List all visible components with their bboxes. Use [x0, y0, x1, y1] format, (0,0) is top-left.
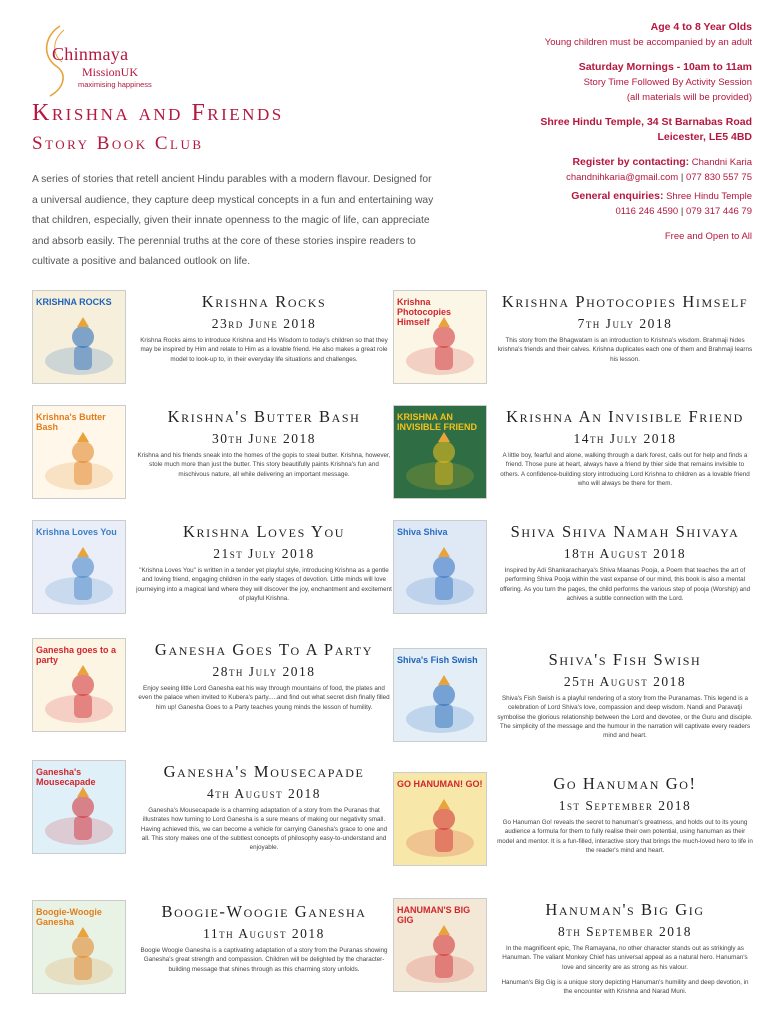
- book-text: [136, 638, 392, 718]
- cover-title: Ganesha's Mousecapade: [36, 767, 96, 787]
- book-text: [497, 898, 753, 1002]
- book-date: 1st September 2018: [558, 798, 692, 813]
- book-title: Ganesha Goes To A Party: [154, 640, 374, 659]
- book-title: Shiva Shiva Namah Shivaya: [510, 522, 740, 541]
- page-title: Krishna and Friends: [32, 100, 284, 126]
- cover-title: KRISHNA AN INVISIBLE FRIEND: [397, 412, 478, 432]
- book-text: [497, 648, 753, 746]
- logo-mission: MissionUK: [82, 65, 139, 79]
- book-cover: [32, 760, 126, 854]
- book-description-paragraph: This story from the Bhagwatam is an introduction to Krishna's wisdom. Brahmaji hides krishna's friends and their calves. Krishna duplicates each one of them and Brahmaji learns his lesson.: [497, 337, 753, 363]
- book-description: [497, 336, 753, 364]
- book-cover: [32, 638, 126, 732]
- book-cover: [393, 405, 487, 499]
- cover-title: Krishna Photocopies Himself: [397, 297, 452, 327]
- book-title: Krishna Loves You: [182, 522, 346, 541]
- separator: |: [680, 206, 684, 217]
- book-description: [136, 684, 392, 712]
- cover-title: Shiva Shiva: [397, 527, 448, 537]
- book-text: [497, 405, 753, 494]
- book-description-paragraph: A little boy, fearful and alone, walking through a dark forest, calls out for help and finds a friend. Those pure at heart, always have a friend by thier side that remains invisible to others. A confidence-building story introducing Lord Krishna to children as a lovable friend who will always be there for them.: [500, 452, 750, 487]
- enquiry-line: [422, 189, 752, 204]
- book-title: Go Hanuman Go!: [553, 774, 697, 793]
- book-description: [497, 944, 753, 996]
- book-description: [136, 806, 392, 852]
- book-date: 28th July 2018: [212, 664, 316, 679]
- book-title: Shiva's Fish Swish: [548, 650, 702, 669]
- book-date: 11th August 2018: [203, 926, 325, 941]
- venue-line-2: Leicester, LE5 4BD: [657, 131, 752, 143]
- book-text: [136, 900, 392, 980]
- free-note: Free and Open to All: [664, 231, 752, 242]
- book-cover: [32, 520, 126, 614]
- book-title: Krishna Photocopies Himself: [501, 292, 749, 311]
- book-description-paragraph: Ganesha's Mousecapade is a charming adaptation of a story from the Puranas that illustrates how turning to Lord Ganesha is a sure means of making our negativity small. Having achieved this, we can become a vehicle for carrying Ganesha's grace to one and all. This story makes one of the subtlest concepts of philosophy easy-to-understand and enjoyable.: [140, 807, 388, 852]
- book-title: Ganesha's Mousecapade: [163, 762, 365, 781]
- book-cover: [393, 898, 487, 992]
- book-description-paragraph: Krishna and his friends sneak into the homes of the gopis to steal butter. Krishna, however, stole much more than just the butter. This story beautifully paints Krishna's fun and mischivous nature, all while delivering an important message.: [137, 452, 391, 478]
- book-description-paragraph: In the magnificent epic, The Ramayana, no other character stands out as strikingly as Hanuman. The valiant Monkey Chief has universal appeal as a natural hero. Hanuman's love and sincerity are as strong as his valour.: [502, 945, 748, 971]
- chinmaya-logo: [30, 18, 170, 98]
- register-line: [422, 155, 752, 170]
- book-description-paragraph: Hanuman's Big Gig is a unique story depicting Hanuman's humility and deep devotion, in the encounter with Krishna and Narad Muni.: [501, 978, 749, 996]
- enquiry-label: General enquiries:: [571, 190, 664, 202]
- book-date: 4th August 2018: [206, 786, 321, 801]
- book-date: 8th September 2018: [557, 924, 692, 939]
- book-description: [136, 451, 392, 479]
- intro-paragraph: A series of stories that retell ancient Hindu parables with a modern flavour. Designed for a universal audience, they capture deep mystical concepts in a fun and entertaining way that children, especially, given their innate openness to the magic of life, can appreciate and absorb easily. The perennial truths at the core of these stories inspire readers to cultivate a positive and balanced outlook on life.: [32, 174, 434, 267]
- book-description: [136, 946, 392, 974]
- book-description: [136, 566, 392, 603]
- cover-title: Shiva's Fish Swish: [397, 655, 478, 665]
- book-date: 18th August 2018: [563, 546, 687, 561]
- book-date: 21st July 2018: [213, 546, 315, 561]
- page-subtitle: Story Book Club: [32, 133, 204, 154]
- book-text: [136, 520, 392, 609]
- book-cover: [393, 520, 487, 614]
- session-description: Story Time Followed By Activity Session: [583, 77, 752, 88]
- book-description-paragraph: Go Hanuman Go! reveals the secret to hanuman's greatness, and holds out to its young audience a formula for them to fully realise their own potential, using hanuman as their model and mentor. It is a fun-filled, interactive story that brings the much-loved hero to life in the reader's mind and heart.: [497, 819, 753, 854]
- materials-note: (all materials will be provided): [626, 92, 752, 103]
- book-title: Krishna Rocks: [201, 292, 327, 311]
- book-description: [497, 818, 753, 855]
- cover-title: Krishna's Butter Bash: [36, 412, 106, 432]
- book-date: 23rd June 2018: [211, 316, 317, 331]
- book-date: 7th July 2018: [577, 316, 673, 331]
- book-text: [497, 520, 753, 609]
- book-cover: [32, 290, 126, 384]
- book-date: 14th July 2018: [573, 431, 677, 446]
- book-title: Krishna An Invisible Friend: [506, 407, 744, 426]
- book-description-paragraph: "Krishna Loves You" is written in a tender yet playful style, introducing Krishna as a gentle and loving friend, engaging children in the early stages of devotion. Little minds will love journeying into a magical land where they will discover the joy, enchantment and excitement of playful Krishna.: [136, 567, 392, 602]
- session-time: Saturday Mornings - 10am to 11am: [578, 61, 752, 73]
- enquiry-phone-2: 079 317 446 79: [685, 206, 752, 217]
- cover-title: GO HANUMAN! GO!: [397, 779, 483, 789]
- book-cover: [32, 405, 126, 499]
- book-date: 25th August 2018: [563, 674, 687, 689]
- book-cover: [393, 648, 487, 742]
- enquiry-phone-1: 0116 246 4590: [615, 206, 679, 217]
- cover-title: Ganesha goes to a party: [36, 645, 117, 665]
- age-range: Age 4 to 8 Year Olds: [650, 21, 752, 33]
- book-title: Krishna's Butter Bash: [167, 407, 361, 426]
- book-cover: [393, 290, 487, 384]
- enquiry-contact: [422, 204, 752, 219]
- book-date: 30th June 2018: [212, 431, 316, 446]
- book-description-paragraph: Shiva's Fish Swish is a playful rendering of a story from the Puranamas. This legend is a celebration of Lord Shiva's love, compassion and deep wisdom. Nandi and Paravatji symbolise the glorious relationship between the Lord and devotee, or the Guru and disciple. The simplicity of the message and the humour in the narration will captivate every readers mind and heart.: [497, 695, 753, 740]
- cover-title: KRISHNA ROCKS: [36, 297, 112, 307]
- book-title: Boogie-Woogie Ganesha: [161, 902, 367, 921]
- separator: |: [680, 172, 684, 183]
- book-cover: [393, 772, 487, 866]
- cover-title: Boogie-Woogie Ganesha: [36, 907, 102, 927]
- register-label: Register by contacting:: [572, 156, 690, 168]
- register-name: Chandni Karia: [691, 157, 752, 168]
- book-text: [497, 772, 753, 861]
- book-description-paragraph: Enjoy seeing little Lord Ganesha eat his way through mountains of food, the plates and even the palace when invited to Kubera's party.....and find out what secret dish finally filled him up! Ganesha Goes to a Party teaches young minds the lesson of humility.: [138, 685, 390, 711]
- book-cover: [32, 900, 126, 994]
- enquiry-name: Shree Hindu Temple: [666, 191, 752, 202]
- register-phone: 077 830 557 75: [685, 172, 752, 183]
- book-text: [497, 290, 753, 370]
- book-description: [497, 566, 753, 603]
- cover-title: HANUMAN'S BIG GIG: [397, 905, 471, 925]
- book-description-paragraph: Krishna Rocks aims to introduce Krishna and His Wisdom to today's children so that they may be inspired by Him and relate to Him as a lovable friend. He also makes a great role model to look-up to, in their everyday life situations and challenges.: [140, 337, 388, 363]
- venue-line-1: Shree Hindu Temple, 34 St Barnabas Road: [540, 116, 752, 128]
- cover-title: Krishna Loves You: [36, 527, 117, 537]
- register-email[interactable]: chandnihkaria@gmail.com: [566, 172, 679, 183]
- book-text: [136, 760, 392, 858]
- book-description-paragraph: Boogie Woogie Ganesha is a captivating adaptation of a story from the Puranas showing Ganesha's great strength and compassion. Children will be delighted by the character-building message that shines through as this charming story unfolds.: [140, 947, 388, 973]
- book-title: Hanuman's Big Gig: [545, 900, 705, 919]
- book-text: [136, 405, 392, 485]
- book-description: [136, 336, 392, 364]
- book-description-paragraph: Inspired by Adi Shankaracharya's Shiva Maanas Pooja, a Poem that teaches the art of performing Shiva Pooja within the vast expanse of our mind, this book is also a mental offering. As you turn the pages, the child performs the various step of pooja (Worship) and achives a subtle connection with the Lord.: [499, 567, 751, 602]
- event-info: [422, 20, 752, 244]
- register-contact: [422, 170, 752, 185]
- book-description: [497, 694, 753, 740]
- book-text: [136, 290, 392, 370]
- book-description: [497, 451, 753, 488]
- accompany-note: Young children must be accompanied by an adult: [544, 37, 752, 48]
- logo-name: Chinmaya: [52, 44, 129, 64]
- logo-tagline: maximising happiness: [78, 80, 152, 89]
